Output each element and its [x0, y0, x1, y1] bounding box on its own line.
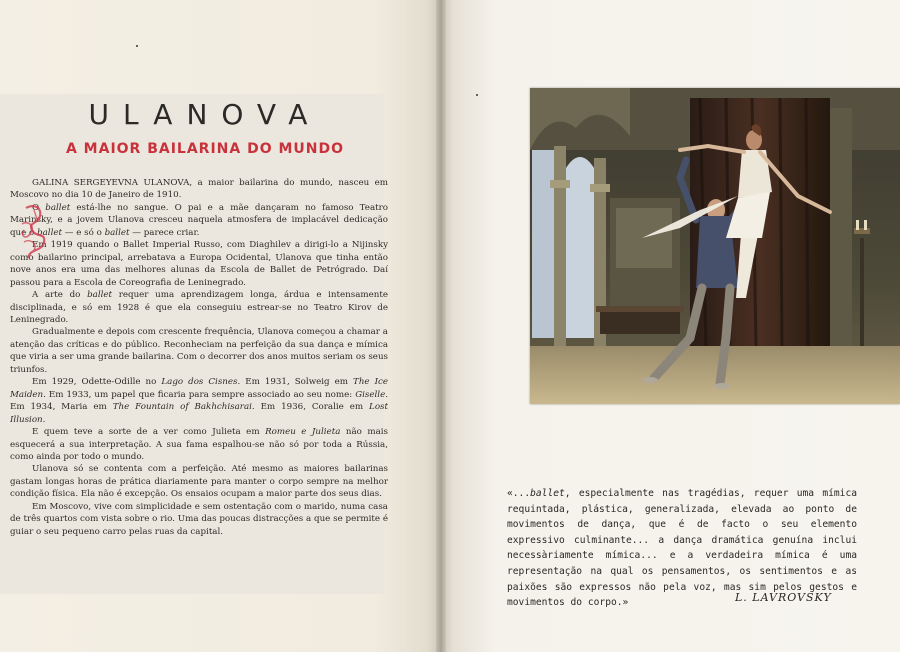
text-run: está-lhe no sangue. O pai e a mãe dançaram no famoso Teatro Marinsky, e a jovem Ulanova cresceu naquela atmosfera de implacável dedicação que o	[10, 202, 389, 238]
text-run: . Em 1934, Maria em	[10, 389, 388, 413]
text-run: , especialmente nas tragédias, requer uma mímica requintada, plástica, generalizada, elevada ao ponto de movimentos de dança, que é de facto o seu elemento expressivo culminante... a dança dramática genuína inclui necessàriamente mímica... e a verdadeira mímica é uma representação na qual os pensamentos, os sentimentos e as paixões são expressos não pela voz, mas sim pelos gestos e movimentos do corpo.»	[507, 488, 857, 609]
biography-paragraph	[10, 177, 388, 202]
text-run: .	[42, 414, 46, 425]
biography-paragraph	[10, 426, 388, 463]
biography-paragraph	[10, 202, 388, 239]
text-run: A arte do	[32, 290, 88, 301]
italic-term: ballet	[104, 227, 130, 238]
italic-term: ballet	[87, 290, 113, 301]
paper-speck	[476, 94, 478, 96]
italic-term: ballet	[45, 202, 71, 213]
text-run: Ulanova só se contenta com a perfeição. Até mesmo as maiores bailarinas gastam longas horas de prática diariamente para manter o corpo sempre na melhor condição física. Ela não é excepção. Os ensaios ocupam a maior parte dos seus dias.	[10, 464, 388, 500]
text-run: . Em 1933, um papel que ficaria para sempre associado ao seu nome:	[43, 389, 356, 400]
italic-term: Lago dos Cisnes	[161, 377, 238, 388]
text-run: não mais esquecerá a sua interpretação. A sua fama espalhou-se não só por toda a Rússia, como ainda por todo o mundo.	[10, 427, 389, 462]
italic-term: The Fountain of Bakhchisarai	[112, 402, 252, 413]
text-run: requer uma aprendizagem longa, árdua e intensamente disciplinada, e só em 1928 é que ela conseguiu estrear-se no Teatro Kirov de Leninegrado.	[10, 290, 388, 325]
text-run: GALINA SERGEYEVNA ULANOVA, a maior bailarina do mundo, nasceu em Moscovo no dia 10 de Janeiro de 1910.	[10, 178, 388, 201]
biography-paragraph	[10, 289, 388, 326]
page-gutter	[436, 0, 446, 652]
text-run: . Em 1931, Solweig em	[237, 377, 354, 388]
text-run: . Em 1936, Coralie em	[251, 402, 370, 413]
biography-paragraph	[10, 326, 388, 376]
text-run: «...	[507, 488, 531, 499]
text-run: — parece criar.	[129, 227, 200, 238]
page-subtitle: A MAIOR BAILARINA DO MUNDO	[65, 141, 345, 157]
text-run: Em 1919 quando o Ballet Imperial Russo, com Diaghilev a dirigi-lo a Nijinsky como bailarino principal, arrebatava a Europa Ocidental, Ulanova que tinha então nove anos era uma das melhores alunas da Escola de Ballet de Petrógrado. Daí passou para a Escola de Coreografia de Leninegrado.	[10, 240, 388, 288]
biography-paragraph	[10, 376, 388, 426]
ballet-photograph	[530, 88, 900, 404]
text-run: O	[32, 202, 46, 213]
italic-term: ballet	[37, 227, 62, 238]
italic-term: Giselle	[355, 389, 386, 400]
page-title: ULANOVA	[88, 98, 322, 131]
italic-term: The Ice Maiden	[10, 377, 389, 400]
quote-signature: L. LAVROVSKY	[735, 591, 832, 604]
italic-term: Lost Illusion	[10, 402, 388, 425]
biography-paragraph	[10, 463, 388, 500]
text-run: Em Moscovo, vive com simplicidade e sem ostentação com o marido, numa casa de três quartos com vista sobre o rio. Uma das poucas distracções a que se permite é guiar o seu pequeno carro pelas ruas da capital.	[10, 501, 388, 537]
biography-text	[10, 177, 388, 538]
text-run: E quem teve a sorte de a ver como Julieta em	[32, 427, 266, 438]
text-run: Em 1929, Odette-Odille no	[32, 377, 162, 388]
paper-speck	[136, 45, 138, 47]
italic-term: ballet	[530, 488, 565, 499]
biography-paragraph	[10, 501, 388, 538]
biography-paragraph	[10, 239, 388, 289]
text-run: Gradualmente e depois com crescente frequência, Ulanova começou a chamar a atenção das críticas e do público. Reconheciam na perfeição da sua dança e mímica que viria a ser uma grande bailarina. Com o decorrer dos anos muitos seriam os seus triunfos.	[10, 327, 388, 375]
text-run: — e só o	[62, 227, 105, 238]
italic-term: Romeu e Julieta	[265, 427, 341, 438]
